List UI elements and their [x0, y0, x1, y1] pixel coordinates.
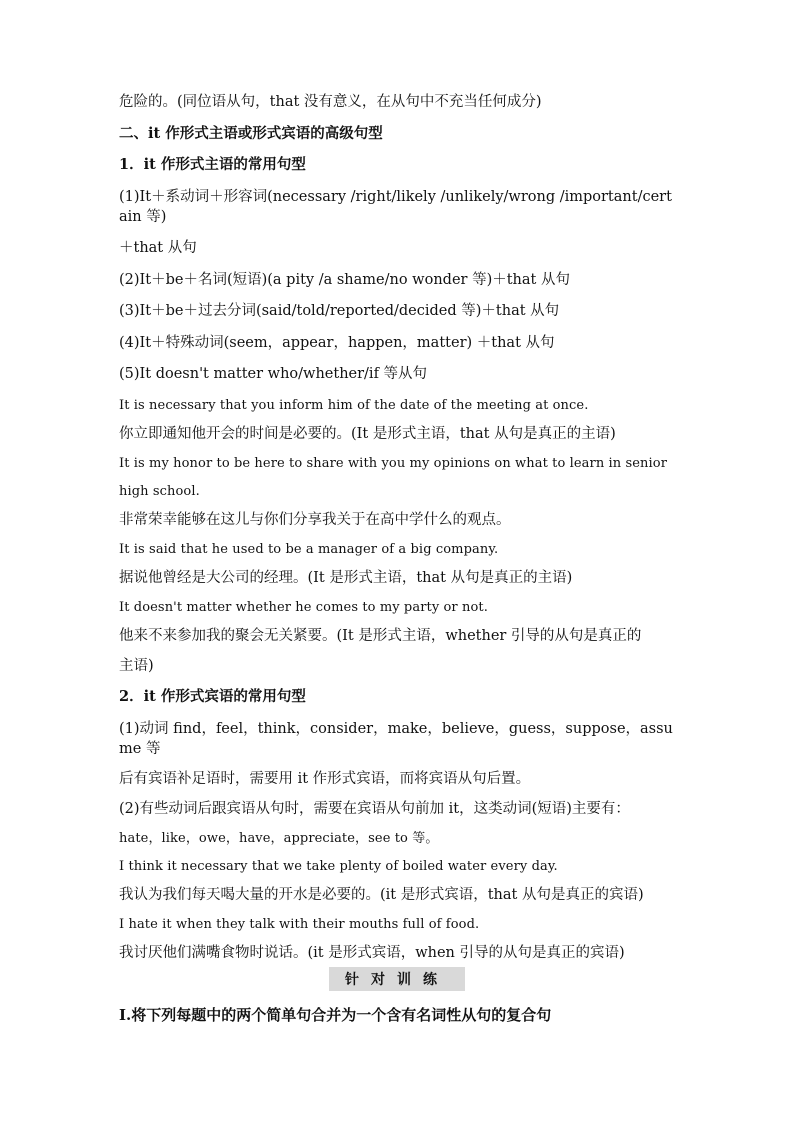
example-sentence: high school.	[119, 483, 200, 499]
example-sentence: It is necessary that you inform him of the date of the meeting at once.	[119, 397, 589, 413]
example-sentence: It doesn't matter whether he comes to my party or not.	[119, 599, 488, 615]
pattern-line: (2)It＋be＋名词(短语)(a pity /a shame/no wonder 等)＋that 从句	[119, 271, 570, 288]
subsection-heading: 2．it 作形式宾语的常用句型	[119, 688, 306, 705]
example-translation: 我认为我们每天喝大量的开水是必要的。(it 是形式宾语，that 从句是真正的宾语)	[119, 886, 644, 903]
exercise-heading: Ⅰ.将下列每题中的两个简单句合并为一个含有名词性从句的复合句	[119, 1005, 552, 1024]
pattern-line: (3)It＋be＋过去分词(said/told/reported/decided 等)＋that 从句	[119, 303, 560, 319]
rule-line: (2)有些动词后跟宾语从句时，需要在宾语从句前加 it，这类动词(短语)主要有：	[119, 800, 630, 817]
example-translation: 据说他曾经是大公司的经理。(It 是形式主语，that 从句是真正的主语)	[119, 569, 573, 586]
rule-line: hate，like，owe，have，appreciate，see to 等。	[119, 830, 439, 846]
example-sentence: It is my honor to be here to share with you my opinions on what to learn in senior	[119, 455, 668, 471]
pattern-line: (1)It＋系动词＋形容词(necessary /right/likely /unlikely/wrong /important/certain 等)	[119, 188, 672, 225]
example-translation: 非常荣幸能够在这儿与你们分享我关于在高中学什么的观点。	[119, 511, 511, 528]
section-heading: 二、it 作形式主语或形式宾语的高级句型	[119, 124, 383, 142]
example-translation: 他来不来参加我的聚会无关紧要。(It 是形式主语，whether 引导的从句是真正的	[119, 627, 642, 644]
example-sentence: I hate it when they talk with their mouths full of food.	[119, 916, 480, 932]
rule-line: 后有宾语补足语时，需要用 it 作形式宾语，而将宾语从句后置。	[119, 770, 531, 787]
text-line: 危险的。(同位语从句，that 没有意义，在从句中不充当任何成分)	[119, 94, 542, 110]
pattern-line: ＋that 从句	[119, 240, 197, 256]
example-sentence: I think it necessary that we take plenty of boiled water every day.	[119, 858, 558, 874]
rule-line: (1)动词 find，feel，think，consider，make，believe，guess，suppose，assume 等	[119, 720, 673, 757]
example-translation: 主语)	[119, 657, 154, 674]
pattern-line: (5)It doesn't matter who/whether/if 等从句	[119, 366, 428, 382]
pattern-line: (4)It＋特殊动词(seem，appear，happen，matter) ＋that 从句	[119, 334, 555, 351]
drill-label: 针对训练	[329, 967, 465, 991]
example-sentence: It is said that he used to be a manager of a big company.	[119, 541, 499, 557]
example-translation: 你立即通知他开会的时间是必要的。(It 是形式主语，that 从句是真正的主语)	[119, 425, 616, 442]
drill-banner	[119, 967, 675, 991]
document-page	[119, 92, 675, 1025]
subsection-heading: 1．it 作形式主语的常用句型	[119, 156, 306, 173]
example-translation: 我讨厌他们满嘴食物时说话。(it 是形式宾语，when 引导的从句是真正的宾语)	[119, 944, 625, 961]
